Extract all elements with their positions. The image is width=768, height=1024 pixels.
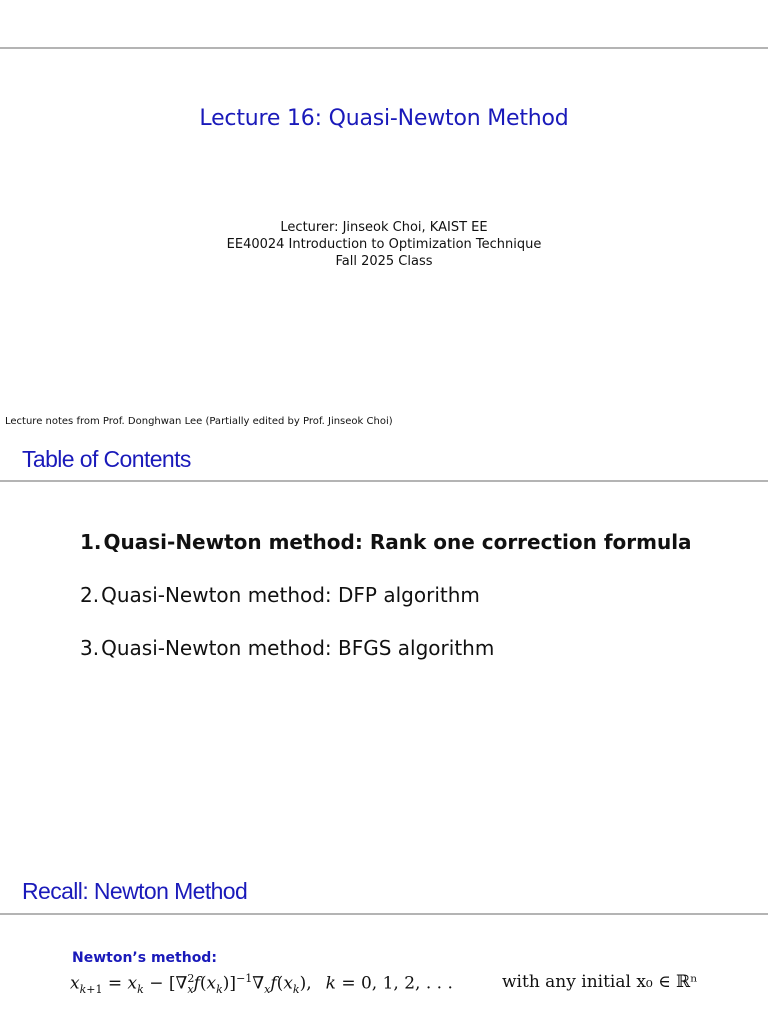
recall-rule — [0, 913, 768, 915]
lecturer-line: Lecturer: Jinseok Choi, KAIST EE — [280, 220, 488, 235]
lecture-title: Lecture 16: Quasi-Newton Method — [199, 106, 569, 131]
toc-item-label: Quasi-Newton method: DFP algorithm — [101, 583, 480, 607]
toc-item-label: Quasi-Newton method: Rank one correction formula — [103, 530, 692, 554]
lecture-info — [0, 219, 768, 270]
toc-rule — [0, 480, 768, 482]
credit-note: Lecture notes from Prof. Donghwan Lee (Partially edited by Prof. Jinseok Choi) — [5, 416, 393, 427]
newton-update-formula: $x_{k+1} = x_k - [\nabla^2_xf(x_k)]^{-1}\nabla_xf(x_k)$, k = 0, 1, 2, . . . — [70, 972, 453, 997]
newton-method-label: Newton’s method: — [72, 950, 217, 966]
toc-heading: Table of Contents — [22, 446, 191, 472]
term-line: Fall 2025 Class — [335, 254, 433, 269]
toc-item-3[interactable] — [80, 636, 692, 663]
toc-item-1[interactable] — [80, 530, 692, 557]
recall-heading: Recall: Newton Method — [22, 878, 248, 904]
initial-condition-text: with any initial x₀ ∈ ℝⁿ — [502, 972, 698, 992]
course-line: EE40024 Introduction to Optimization Technique — [226, 237, 542, 252]
toc-item-number: 3. — [80, 636, 100, 660]
toc-item-number: 1. — [80, 530, 102, 554]
toc-item-number: 2. — [80, 583, 100, 607]
toc-item-label: Quasi-Newton method: BFGS algorithm — [101, 636, 495, 660]
toc-list — [80, 530, 692, 689]
slide-top-rule — [0, 47, 768, 49]
toc-item-2[interactable] — [80, 583, 692, 610]
